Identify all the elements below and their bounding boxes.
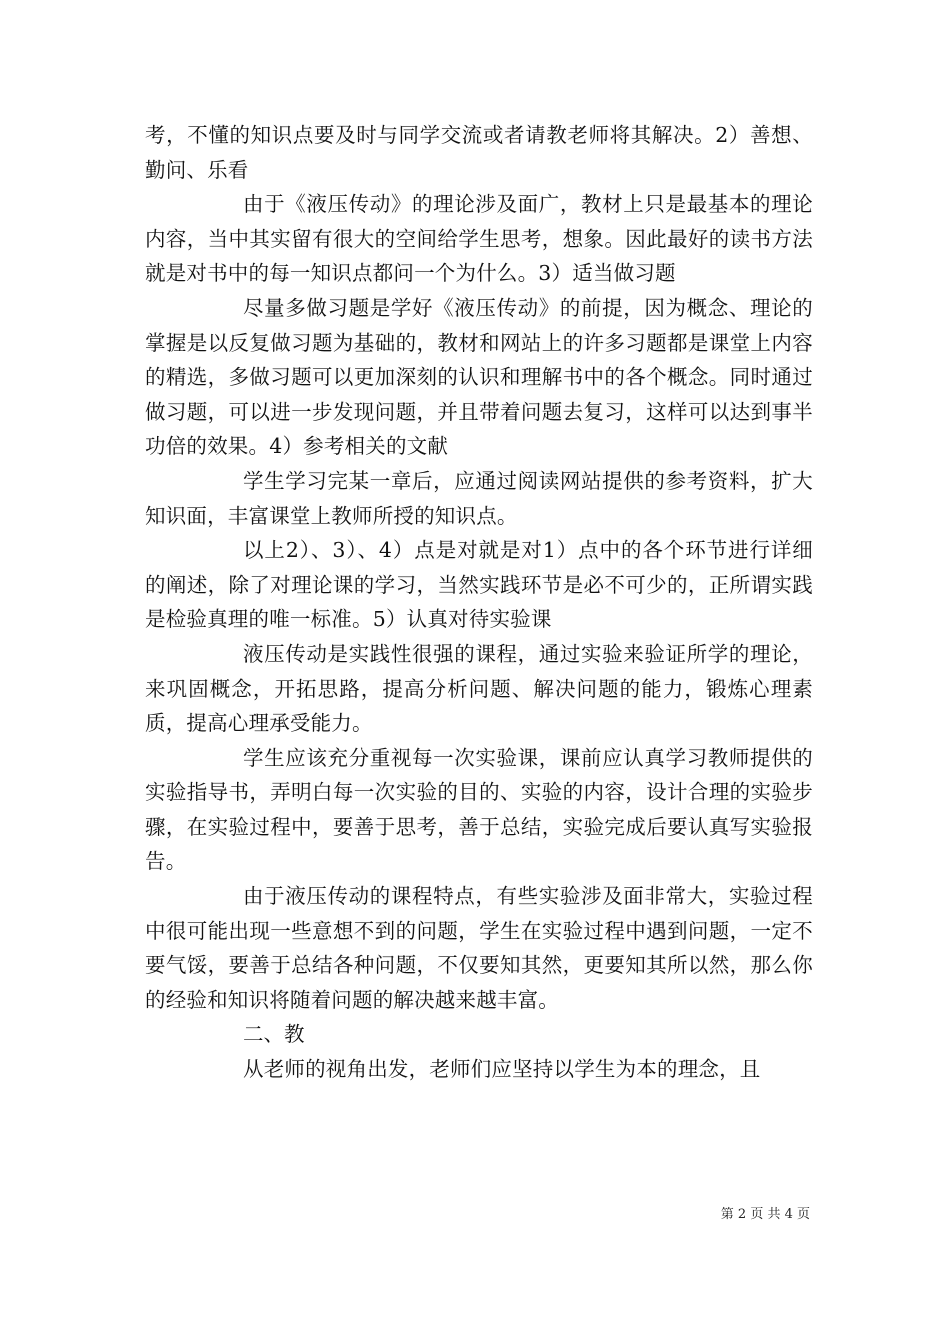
paragraph-exercises: 尽量多做习题是学好《液压传动》的前提，因为概念、理论的掌握是以反复做习题为基础的，教材和网站上的许多习题都是课堂上内容的精选，多做习题可以更加深刻的认识和理解书中的各个概念。同时通过做习题，可以进一步发现问题，并且带着问题去复习，这样可以达到事半功倍的效果。4）参考相关的文献 — [145, 295, 813, 459]
paragraph-practice-course: 液压传动是实践性很强的课程，通过实验来验证所学的理论，来巩固概念，开拓思路，提高分析问题、解决问题的能力，锻炼心理素质，提高心理承受能力。 — [145, 641, 813, 736]
paragraph-summary-points: 以上2）、3）、4）点是对就是对1）点中的各个环节进行详细的阐述，除了对理论课的学习，当然实践环节是必不可少的，正所谓实践是检验真理的唯一标准。5）认真对待实验课 — [145, 538, 813, 632]
paragraph-lab-problems: 由于液压传动的课程特点，有些实验涉及面非常大，实验过程中很可能出现一些意想不到的问题，学生在实验过程中遇到问题，一定不要气馁，要善于总结各种问题，不仅要知其然，更要知其所以然，那么你的经验和知识将随着问题的解决越来越丰富。 — [145, 884, 813, 1012]
paragraph-teaching: 从老师的视角出发，老师们应坚持以学生为本的理念，且 — [243, 1057, 761, 1082]
paragraph-think-ask-read: 由于《液压传动》的理论涉及面广，教材上只是最基本的理论内容，当中其实留有很大的空间给学生思考，想象。因此最好的读书方法就是对书中的每一知识点都问一个为什么。3）适当做习题 — [145, 192, 813, 286]
document-body — [145, 118, 813, 1087]
section-heading: 二、教 — [243, 1022, 305, 1047]
paragraph-lab-preparation: 学生应该充分重视每一次实验课，课前应认真学习教师提供的实验指导书，弄明白每一次实验的目的、实验的内容，设计合理的实验步骤，在实验过程中，要善于思考，善于总结，实验完成后要认真写实验报告。 — [145, 745, 813, 874]
page-number-footer: 第 2 页 共 4 页 — [720, 1207, 810, 1222]
paragraph-continuation: 考，不懂的知识点要及时与同学交流或者请教老师将其解决。2）善想、勤问、乐看 — [145, 123, 813, 182]
paragraph-references: 学生学习完某一章后，应通过阅读网站提供的参考资料，扩大知识面，丰富课堂上教师所授的知识点。 — [145, 468, 813, 528]
